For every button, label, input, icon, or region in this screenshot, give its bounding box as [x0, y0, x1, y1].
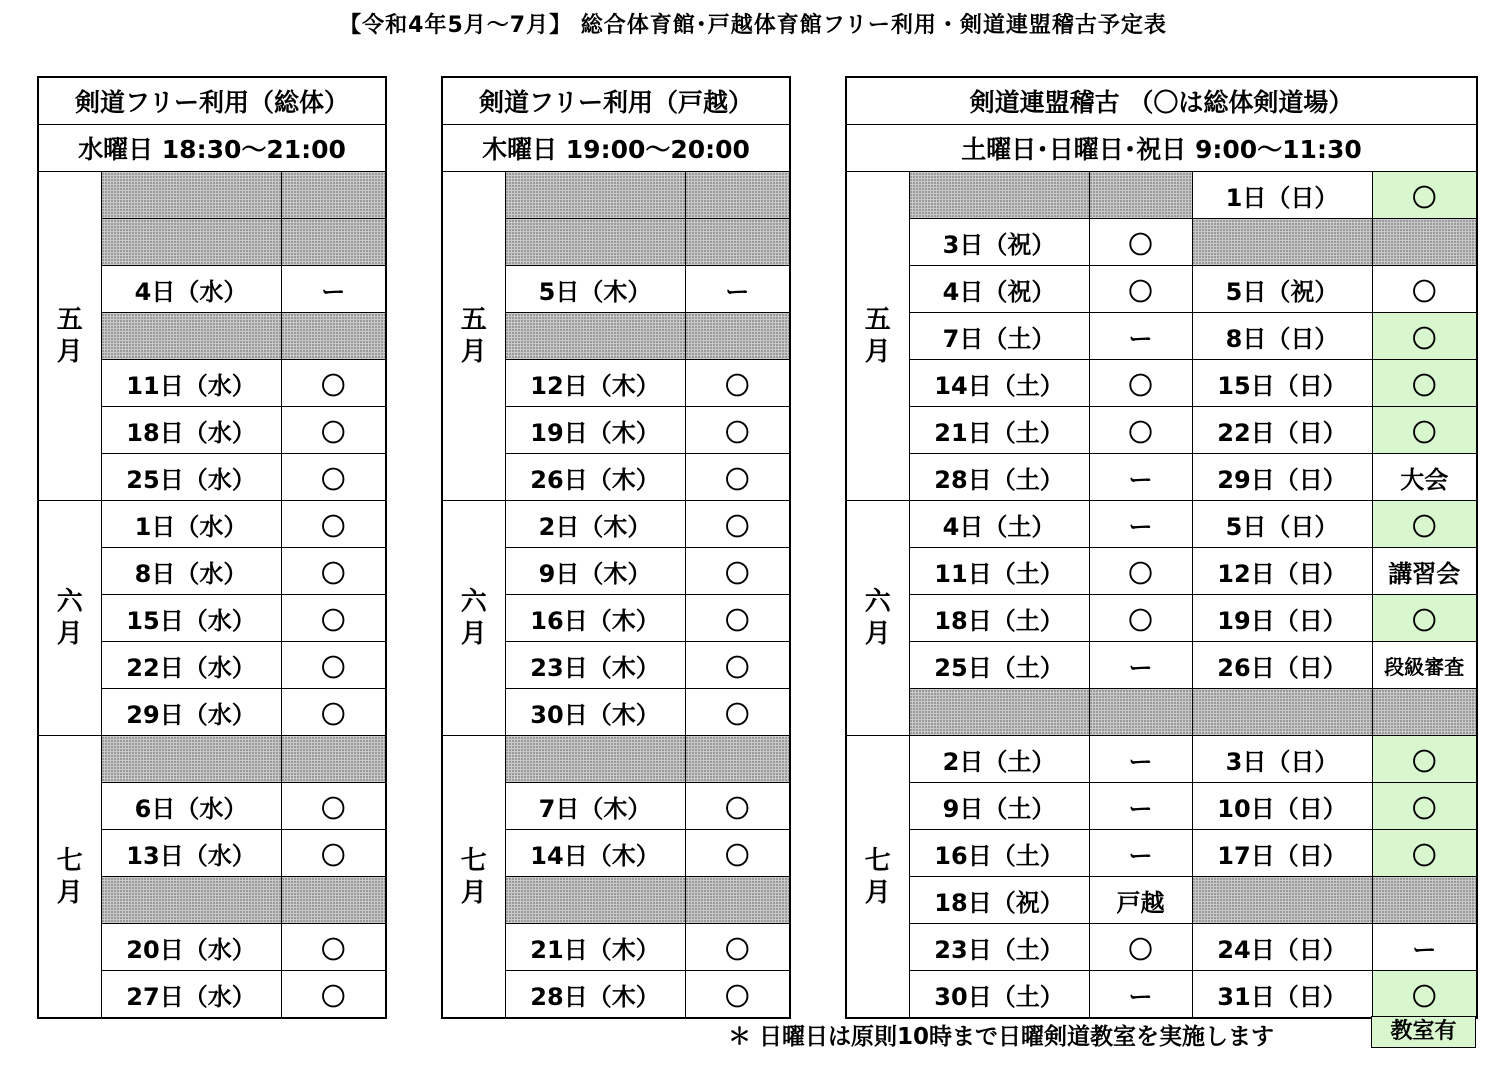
month-char: 月 — [56, 877, 83, 908]
date-cell: 6日（水） — [101, 783, 281, 830]
mark-cell: 〇 — [685, 595, 790, 642]
month-char: 七 — [460, 845, 487, 876]
date-cell — [505, 877, 685, 924]
date-cell: 2日（木） — [505, 501, 685, 548]
saturday-date-cell: 4日（祝） — [909, 266, 1089, 313]
mark-cell — [685, 313, 790, 360]
date-cell: 18日（水） — [101, 407, 281, 454]
saturday-date-cell: 28日（土） — [909, 454, 1089, 501]
month-label — [442, 172, 505, 501]
mark-cell: 〇 — [685, 501, 790, 548]
mark-cell: 〇 — [281, 595, 386, 642]
sunday-mark-cell: 講習会 — [1372, 548, 1477, 595]
date-cell: 11日（水） — [101, 360, 281, 407]
saturday-mark-cell: 〇 — [1089, 407, 1192, 454]
saturday-date-cell: 21日（土） — [909, 407, 1089, 454]
sunday-date-cell: 22日（日） — [1192, 407, 1372, 454]
date-cell — [505, 219, 685, 266]
table-row — [846, 736, 1477, 783]
date-cell — [101, 313, 281, 360]
mark-cell: 〇 — [281, 407, 386, 454]
mark-cell — [281, 219, 386, 266]
table-row — [442, 501, 790, 548]
month-char: 月 — [56, 337, 83, 367]
table-row — [846, 172, 1477, 219]
mark-cell: 〇 — [685, 360, 790, 407]
mark-cell — [685, 736, 790, 783]
sunday-mark-cell — [1372, 219, 1477, 266]
date-cell: 9日（木） — [505, 548, 685, 595]
month-char: 五 — [56, 305, 83, 335]
table-row — [846, 783, 1477, 830]
mark-cell — [281, 877, 386, 924]
sunday-date-cell: 24日（日） — [1192, 924, 1372, 971]
table-row — [846, 924, 1477, 971]
table-row — [846, 971, 1477, 1019]
date-cell — [101, 736, 281, 783]
sunday-date-cell: 15日（日） — [1192, 360, 1372, 407]
saturday-mark-cell: ー — [1089, 501, 1192, 548]
saturday-date-cell: 23日（土） — [909, 924, 1089, 971]
table-row — [846, 877, 1477, 924]
sunday-mark-cell: 〇 — [1372, 971, 1477, 1019]
table-row — [38, 172, 386, 219]
date-cell: 8日（水） — [101, 548, 281, 595]
sunday-mark-cell: 〇 — [1372, 736, 1477, 783]
table-row — [846, 689, 1477, 736]
sunday-date-cell: 5日（日） — [1192, 501, 1372, 548]
date-cell: 12日（木） — [505, 360, 685, 407]
saturday-mark-cell: ー — [1089, 971, 1192, 1019]
month-char: 月 — [460, 619, 487, 649]
saturday-mark-cell: ー — [1089, 830, 1192, 877]
date-cell: 14日（木） — [505, 830, 685, 877]
mark-cell: ー — [685, 266, 790, 313]
saturday-mark-cell: 〇 — [1089, 924, 1192, 971]
date-cell: 16日（木） — [505, 595, 685, 642]
saturday-mark-cell: 〇 — [1089, 595, 1192, 642]
mark-cell: 〇 — [281, 971, 386, 1019]
mark-cell — [685, 877, 790, 924]
sunday-mark-cell: ー — [1372, 924, 1477, 971]
date-cell: 22日（水） — [101, 642, 281, 689]
mark-cell — [281, 313, 386, 360]
mark-cell: 〇 — [281, 454, 386, 501]
saturday-date-cell — [909, 689, 1089, 736]
sunday-mark-cell: 〇 — [1372, 830, 1477, 877]
mark-cell — [685, 219, 790, 266]
mark-cell: 〇 — [281, 830, 386, 877]
sunday-mark-cell: 大会 — [1372, 454, 1477, 501]
date-cell — [101, 172, 281, 219]
date-cell: 4日（水） — [101, 266, 281, 313]
date-cell: 21日（木） — [505, 924, 685, 971]
table-row — [846, 407, 1477, 454]
month-char: 月 — [460, 877, 487, 908]
sunday-mark-cell — [1372, 877, 1477, 924]
saturday-date-cell: 18日（土） — [909, 595, 1089, 642]
month-char: 七 — [56, 845, 83, 876]
mark-cell: 〇 — [685, 689, 790, 736]
sunday-mark-cell: 〇 — [1372, 172, 1477, 219]
mark-cell: 〇 — [685, 548, 790, 595]
table-row — [442, 172, 790, 219]
sunday-date-cell: 3日（日） — [1192, 736, 1372, 783]
month-label — [846, 172, 909, 501]
month-char: 月 — [864, 337, 891, 367]
mark-cell: 〇 — [281, 783, 386, 830]
sunday-mark-cell: 段級審査 — [1372, 642, 1477, 689]
mark-cell: 〇 — [685, 783, 790, 830]
month-char: 六 — [460, 587, 487, 617]
legend-classroom: 教室有 — [1371, 1016, 1476, 1048]
sunday-date-cell: 10日（日） — [1192, 783, 1372, 830]
month-char: 六 — [56, 587, 83, 617]
month-char: 月 — [460, 337, 487, 367]
date-cell: 15日（水） — [101, 595, 281, 642]
saturday-mark-cell: ー — [1089, 736, 1192, 783]
saturday-date-cell: 14日（土） — [909, 360, 1089, 407]
table-row — [846, 830, 1477, 877]
date-cell: 20日（水） — [101, 924, 281, 971]
month-label — [442, 501, 505, 736]
mark-cell: 〇 — [281, 360, 386, 407]
mark-cell: 〇 — [281, 924, 386, 971]
sunday-mark-cell: 〇 — [1372, 266, 1477, 313]
date-cell: 30日（木） — [505, 689, 685, 736]
saturday-mark-cell: ー — [1089, 783, 1192, 830]
mark-cell: ー — [281, 266, 386, 313]
saturday-date-cell: 3日（祝） — [909, 219, 1089, 266]
sunday-date-cell: 19日（日） — [1192, 595, 1372, 642]
date-cell: 25日（水） — [101, 454, 281, 501]
saturday-mark-cell: ー — [1089, 642, 1192, 689]
month-char: 六 — [864, 587, 891, 617]
table-time: 水曜日 18:30～21:00 — [38, 125, 386, 172]
table-row — [846, 595, 1477, 642]
table-time: 木曜日 19:00～20:00 — [442, 125, 790, 172]
sunday-mark-cell: 〇 — [1372, 595, 1477, 642]
sunday-date-cell: 17日（日） — [1192, 830, 1372, 877]
sunday-date-cell: 12日（日） — [1192, 548, 1372, 595]
table-row — [846, 642, 1477, 689]
table-header: 剣道フリー利用（戸越） — [442, 77, 790, 125]
date-cell: 29日（水） — [101, 689, 281, 736]
date-cell: 7日（木） — [505, 783, 685, 830]
sunday-date-cell — [1192, 877, 1372, 924]
sunday-date-cell — [1192, 219, 1372, 266]
table-header: 剣道フリー利用（総体） — [38, 77, 386, 125]
date-cell: 27日（水） — [101, 971, 281, 1019]
saturday-mark-cell — [1089, 172, 1192, 219]
mark-cell: 〇 — [685, 454, 790, 501]
saturday-date-cell: 11日（土） — [909, 548, 1089, 595]
date-cell: 28日（木） — [505, 971, 685, 1019]
saturday-date-cell: 7日（土） — [909, 313, 1089, 360]
date-cell: 26日（木） — [505, 454, 685, 501]
sunday-mark-cell: 〇 — [1372, 407, 1477, 454]
month-label — [846, 736, 909, 1019]
mark-cell: 〇 — [685, 924, 790, 971]
table-row — [846, 313, 1477, 360]
table-row — [846, 219, 1477, 266]
saturday-mark-cell: 〇 — [1089, 360, 1192, 407]
saturday-date-cell: 30日（土） — [909, 971, 1089, 1019]
date-cell — [101, 219, 281, 266]
table-row — [846, 548, 1477, 595]
sunday-date-cell: 8日（日） — [1192, 313, 1372, 360]
sunday-mark-cell: 〇 — [1372, 783, 1477, 830]
sunday-date-cell — [1192, 689, 1372, 736]
renmei-keiko-table — [845, 76, 1478, 1019]
togoshi-free-table — [441, 76, 791, 1019]
table-row — [846, 360, 1477, 407]
date-cell: 5日（木） — [505, 266, 685, 313]
table-row — [38, 501, 386, 548]
month-char: 七 — [864, 845, 891, 876]
mark-cell: 〇 — [685, 642, 790, 689]
saturday-date-cell — [909, 172, 1089, 219]
date-cell: 19日（木） — [505, 407, 685, 454]
date-cell — [505, 172, 685, 219]
date-cell: 1日（水） — [101, 501, 281, 548]
mark-cell — [281, 736, 386, 783]
mark-cell: 〇 — [281, 689, 386, 736]
saturday-mark-cell: 〇 — [1089, 266, 1192, 313]
date-cell — [505, 313, 685, 360]
date-cell — [505, 736, 685, 783]
saturday-mark-cell: 戸越 — [1089, 877, 1192, 924]
sotai-free-table — [37, 76, 387, 1019]
month-label — [38, 736, 101, 1019]
date-cell: 13日（水） — [101, 830, 281, 877]
table-row — [846, 501, 1477, 548]
table-row — [442, 736, 790, 783]
mark-cell: 〇 — [685, 830, 790, 877]
mark-cell — [685, 172, 790, 219]
saturday-date-cell: 18日（祝） — [909, 877, 1089, 924]
mark-cell: 〇 — [281, 548, 386, 595]
saturday-date-cell: 4日（土） — [909, 501, 1089, 548]
table-row — [846, 454, 1477, 501]
mark-cell — [281, 172, 386, 219]
sunday-mark-cell: 〇 — [1372, 360, 1477, 407]
mark-cell: 〇 — [685, 971, 790, 1019]
date-cell: 23日（木） — [505, 642, 685, 689]
sunday-mark-cell: 〇 — [1372, 313, 1477, 360]
saturday-mark-cell: 〇 — [1089, 548, 1192, 595]
month-label — [38, 172, 101, 501]
saturday-mark-cell — [1089, 689, 1192, 736]
mark-cell: 〇 — [685, 407, 790, 454]
date-cell — [101, 877, 281, 924]
page-title: 【令和4年5月～7月】 総合体育館･戸越体育館フリー利用・剣道連盟稽古予定表 — [339, 13, 1167, 38]
month-char: 月 — [864, 619, 891, 649]
month-char: 五 — [460, 305, 487, 335]
sunday-date-cell: 26日（日） — [1192, 642, 1372, 689]
saturday-date-cell: 16日（土） — [909, 830, 1089, 877]
sunday-mark-cell: 〇 — [1372, 501, 1477, 548]
month-label — [442, 736, 505, 1019]
sunday-date-cell: 1日（日） — [1192, 172, 1372, 219]
sunday-date-cell: 29日（日） — [1192, 454, 1372, 501]
sunday-date-cell: 5日（祝） — [1192, 266, 1372, 313]
table-row — [846, 266, 1477, 313]
saturday-mark-cell: ー — [1089, 454, 1192, 501]
month-char: 五 — [864, 305, 891, 335]
month-char: 月 — [56, 619, 83, 649]
month-label — [38, 501, 101, 736]
month-label — [846, 501, 909, 736]
sunday-mark-cell — [1372, 689, 1477, 736]
table-time: 土曜日･日曜日･祝日 9:00～11:30 — [846, 125, 1477, 172]
sunday-date-cell: 31日（日） — [1192, 971, 1372, 1019]
saturday-date-cell: 25日（土） — [909, 642, 1089, 689]
mark-cell: 〇 — [281, 501, 386, 548]
month-char: 月 — [864, 877, 891, 908]
footnote: ＊ 日曜日は原則10時まで日曜剣道教室を実施します — [728, 1024, 1275, 1050]
saturday-mark-cell: 〇 — [1089, 219, 1192, 266]
saturday-mark-cell: ー — [1089, 313, 1192, 360]
saturday-date-cell: 2日（土） — [909, 736, 1089, 783]
saturday-date-cell: 9日（土） — [909, 783, 1089, 830]
table-row — [38, 736, 386, 783]
table-header: 剣道連盟稽古 （〇は総体剣道場） — [846, 77, 1477, 125]
mark-cell: 〇 — [281, 642, 386, 689]
